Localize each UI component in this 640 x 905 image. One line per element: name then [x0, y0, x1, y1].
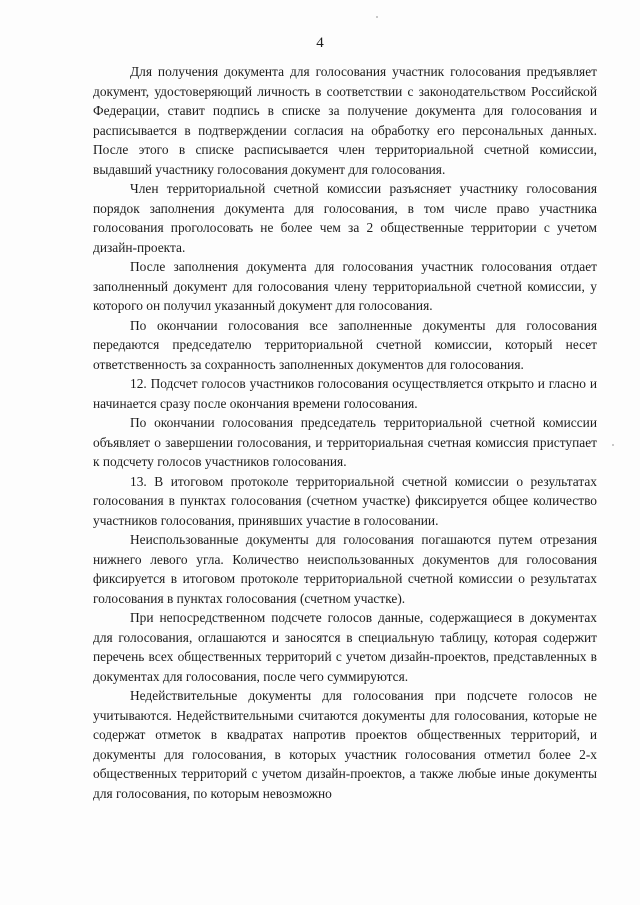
- page-number: 4: [316, 35, 324, 51]
- scan-speck: [376, 16, 378, 18]
- paragraph: По окончании голосования все заполненные документы для голосования передаются председателю территориальной счетной комиссии, который несет ответственность за сохранность заполненных документов для голосования.: [93, 317, 597, 372]
- paragraph: По окончании голосования председатель территориальной счетной комиссии объявляет о завершении голосования, и территориальная счетная комиссия приступает к подсчету голосов участников голосования.: [93, 415, 597, 469]
- paragraph: Недействительные документы для голосования при подсчете голосов не учитываются. Недействительными считаются документы для голосования, которые не содержат отметок в квадратах напротив проектов общественных территорий, и документы для голосования, в которых участник голосования отметил более 2-х общественных территорий с учетом дизайн-проектов, а также любые иные документы для голосования, по которым невозможно: [93, 688, 597, 801]
- document-body: [93, 62, 597, 803]
- paragraph: 13. В итоговом протоколе территориальной счетной комиссии о результатах голосования в пунктах голосования (счетном участке) фиксируется общее количество участников голосования, принявших участие в голосовании.: [93, 473, 597, 528]
- paragraph: При непосредственном подсчете голосов данные, содержащиеся в документах для голосования, оглашаются и заносятся в специальную таблицу, которая содержит перечень всех общественных территорий с учетом дизайн-проектов, представленных в документах для голосования, после чего суммируются.: [93, 610, 597, 684]
- paragraph: Для получения документа для голосования участник голосования предъявляет документ, удостоверяющий личность в соответствии с законодательством Российской Федерации, ставит подпись в списке за получение документа для голосования и расписывается в подтверждении согласия на обработку его персональных данных. После этого в списке расписывается член территориальной счетной комиссии, выдавший участнику голосования документ для голосования.: [93, 64, 597, 177]
- paragraph: 12. Подсчет голосов участников голосования осуществляется открыто и гласно и начинается сразу после окончания времени голосования.: [93, 376, 597, 411]
- scan-speck: [612, 444, 614, 446]
- paragraph: Член территориальной счетной комиссии разъясняет участнику голосования порядок заполнения документа для голосования, в том числе право участника голосования проголосовать не более чем за 2 общественные территории с учетом дизайн-проекта.: [93, 181, 597, 255]
- paragraph: Неиспользованные документы для голосования погашаются путем отрезания нижнего левого угла. Количество неиспользованных документов для голосования фиксируется в итоговом протоколе территориальной счетной комиссии о результатах голосования в пунктах голосования (счетном участке).: [93, 532, 597, 606]
- paragraph: После заполнения документа для голосования участник голосования отдает заполненный документ для голосования члену территориальной счетной комиссии, у которого он получил указанный документ для голосования.: [93, 259, 597, 313]
